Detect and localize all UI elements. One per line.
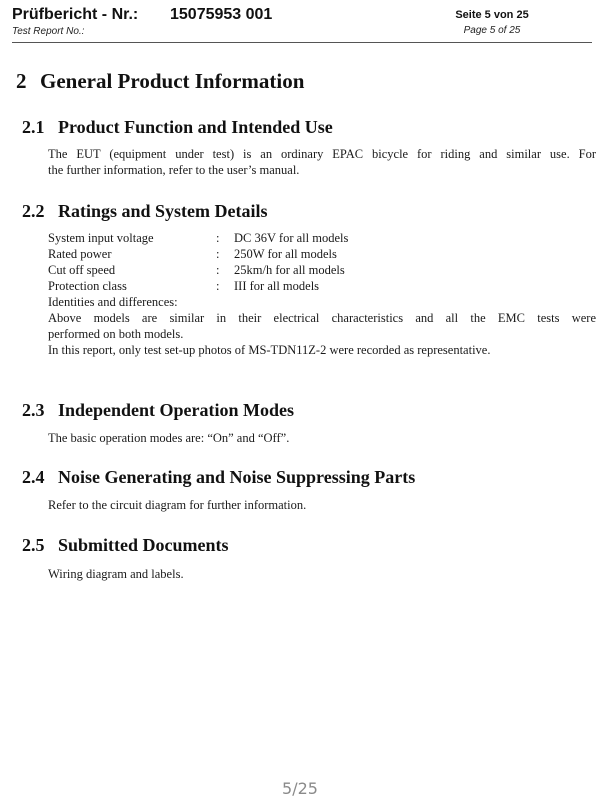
rating-row — [48, 262, 596, 278]
report-number-label: Prüfbericht - Nr.: — [12, 6, 139, 23]
section-title: Noise Generating and Noise Suppressing Parts — [58, 467, 416, 487]
body-line: performed on both models. — [48, 327, 184, 341]
rating-colon: : — [216, 279, 220, 293]
body-line: Wiring diagram and labels. — [48, 567, 184, 581]
section-heading-2-2 — [22, 201, 268, 222]
body-line: the further information, refer to the user’s manual. — [48, 163, 300, 177]
section-body-2-5 — [48, 566, 596, 582]
section-heading-2-5 — [22, 535, 229, 556]
rating-colon: : — [216, 231, 220, 245]
section-number: 2.3 — [22, 400, 45, 420]
rating-value: DC 36V for all models — [234, 231, 349, 245]
report-number-label-en: Test Report No.: — [12, 26, 85, 37]
report-number: 15075953 001 — [170, 6, 273, 23]
body-line: Refer to the circuit diagram for further information. — [48, 498, 307, 512]
rating-value: 25km/h for all models — [234, 263, 345, 277]
chapter-title: General Product Information — [40, 69, 305, 93]
chapter-number: 2 — [16, 69, 27, 93]
rating-row — [48, 230, 596, 246]
section-number: 2.5 — [22, 535, 45, 555]
section-heading-2-4 — [22, 467, 415, 488]
section-body-2-4 — [48, 497, 596, 513]
rating-row — [48, 278, 596, 294]
section-number: 2.4 — [22, 467, 45, 487]
chapter-heading — [16, 69, 304, 94]
section-title: Ratings and System Details — [58, 201, 268, 221]
page-indicator: 5/25 — [282, 779, 318, 798]
section-number: 2.2 — [22, 201, 45, 221]
page-number-en: Page 5 of 25 — [463, 25, 521, 36]
identities-label: Identities and differences: — [48, 295, 178, 309]
section-title: Independent Operation Modes — [58, 400, 295, 420]
body-line: The EUT (equipment under test) is an ordinary EPAC bicycle for riding and similar use. For — [48, 147, 596, 161]
rating-row — [48, 246, 596, 262]
section-body-2-3 — [48, 430, 596, 446]
rating-label: Rated power — [48, 247, 112, 261]
rating-colon: : — [216, 247, 220, 261]
section-heading-2-1 — [22, 117, 333, 138]
rating-label: System input voltage — [48, 231, 154, 245]
rating-label: Cut off speed — [48, 263, 116, 277]
rating-value: 250W for all models — [234, 247, 337, 261]
body-line: Above models are similar in their electrical characteristics and all the EMC tests were — [48, 311, 596, 325]
ratings-list — [48, 230, 596, 358]
section-number: 2.1 — [22, 117, 45, 137]
rating-label: Protection class — [48, 279, 127, 293]
section-title: Submitted Documents — [58, 535, 229, 555]
body-line: The basic operation modes are: “On” and “Off”. — [48, 431, 290, 445]
page-number: Seite 5 von 25 — [455, 9, 529, 21]
body-line: In this report, only test set-up photos of MS-TDN11Z-2 were recorded as representative. — [48, 343, 491, 357]
rating-colon: : — [216, 263, 220, 277]
section-body-2-1 — [48, 146, 596, 178]
section-title: Product Function and Intended Use — [58, 117, 333, 137]
section-heading-2-3 — [22, 400, 294, 421]
rating-value: III for all models — [234, 279, 320, 293]
page-header — [12, 6, 592, 43]
